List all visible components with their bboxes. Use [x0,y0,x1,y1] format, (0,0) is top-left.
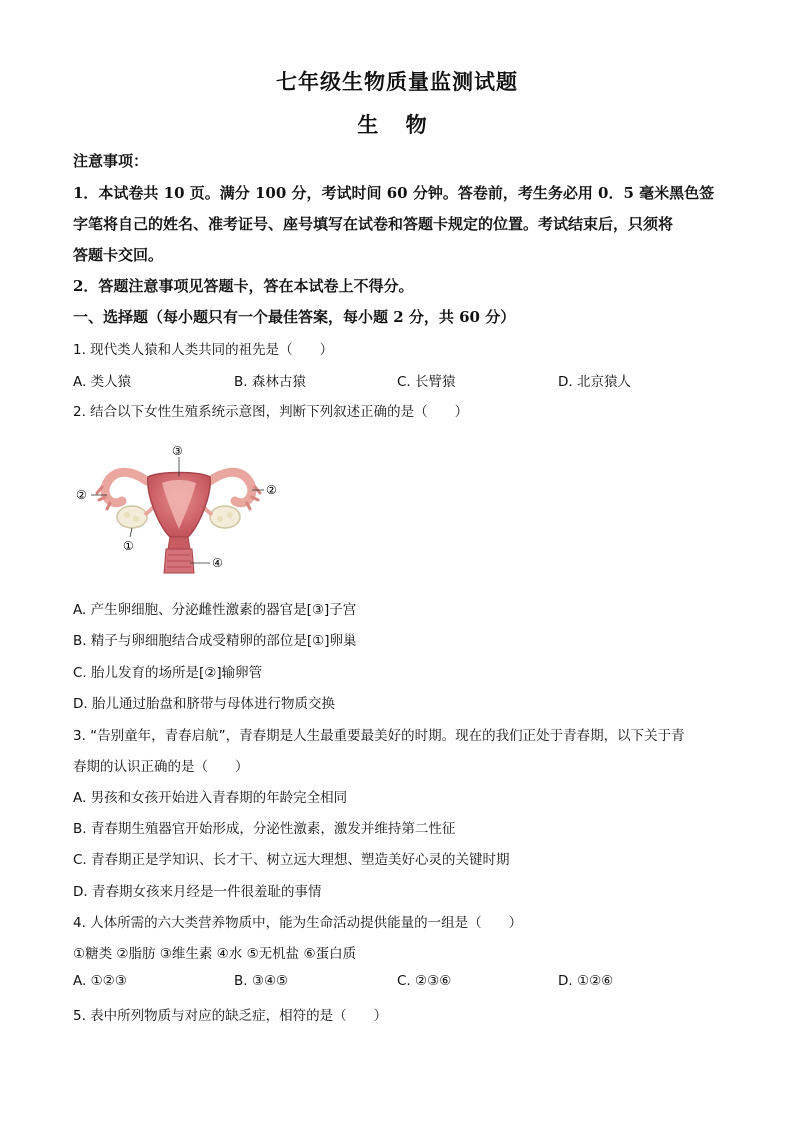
left-fallopian-tube [105,472,147,503]
question-3-option-c: C. 青春期正是学知识、长才干、树立远大理想、塑造美好心灵的关键时期 [73,852,510,868]
notice-item-1-line-2: 字笔将自己的姓名、准考证号、座号填写在试卷和答题卡规定的位置。考试结束后，只须将 [73,215,674,233]
exam-title: 七年级生物质量监测试题 [276,69,518,94]
question-4-stem: 4. 人体所需的六大类营养物质中，能为生命活动提供能量的一组是（ ） [73,915,523,931]
notice-heading: 注意事项： [73,152,149,170]
diagram-label-2-left: ② [76,488,87,502]
diagram-label-3: ③ [172,444,183,458]
question-4-option-c: C. ②③⑥ [397,973,452,989]
question-4-option-d: D. ①②⑥ [558,973,614,989]
question-4-items: ①糖类 ②脂肪 ③维生素 ④水 ⑤无机盐 ⑥蛋白质 [73,946,357,962]
diagram-label-1: ① [123,539,134,553]
question-2-option-d: D. 胎儿通过胎盘和脐带与母体进行物质交换 [73,696,335,712]
question-1-option-a: A. 类人猿 [73,374,132,390]
right-fallopian-tube [210,472,252,503]
diagram-label-2-right: ② [266,483,277,497]
question-1-option-b: B. 森林古猿 [234,374,306,390]
notice-item-1-line-1: 1．本试卷共 10 页。满分 100 分，考试时间 60 分钟。答卷前，考生务必用 0．5 毫米黑色签 [73,184,715,202]
question-3-option-a: A. 男孩和女孩开始进入青春期的年龄完全相同 [73,790,348,806]
question-3-option-b: B. 青春期生殖器官开始形成，分泌性激素，激发并维持第二性征 [73,821,456,837]
notice-item-2: 2．答题注意事项见答题卡，答在本试卷上不得分。 [73,277,414,295]
question-4-option-a: A. ①②③ [73,973,127,989]
reproductive-system-diagram [72,437,287,577]
question-2-option-a: A. 产生卵细胞、分泌雌性激素的器官是[③]子宫 [73,602,357,618]
question-1-option-d: D. 北京猿人 [558,374,631,390]
question-1-stem: 1. 现代类人猿和人类共同的祖先是（ ） [73,342,334,358]
question-4-option-b: B. ③④⑤ [234,973,289,989]
notice-item-1-line-3: 答题卡交回。 [73,246,164,264]
exam-subject: 生 物 [357,112,437,137]
section-heading: 一、选择题（每小题只有一个最佳答案，每小题 2 分，共 60 分） [73,308,516,326]
question-5-stem: 5. 表中所列物质与对应的缺乏症，相符的是（ ） [73,1008,388,1024]
diagram-label-4: ④ [212,556,223,570]
question-3-stem-line-2: 春期的认识正确的是（ ） [73,759,249,775]
question-1-option-c: C. 长臂猿 [397,374,456,390]
question-2-option-b: B. 精子与卵细胞结合成受精卵的部位是[①]卵巢 [73,633,357,649]
left-ovary [117,506,147,528]
question-2-option-c: C. 胎儿发育的场所是[②]输卵管 [73,665,263,681]
question-3-stem-line-1: 3. “告别童年，青春启航”，青春期是人生最重要最美好的时期。现在的我们正处于青春期，以下关于青 [73,728,685,744]
question-3-option-d: D. 青春期女孩来月经是一件很羞耻的事情 [73,884,322,900]
right-ovary [210,506,240,528]
question-2-stem: 2. 结合以下女性生殖系统示意图，判断下列叙述正确的是（ ） [73,404,469,420]
